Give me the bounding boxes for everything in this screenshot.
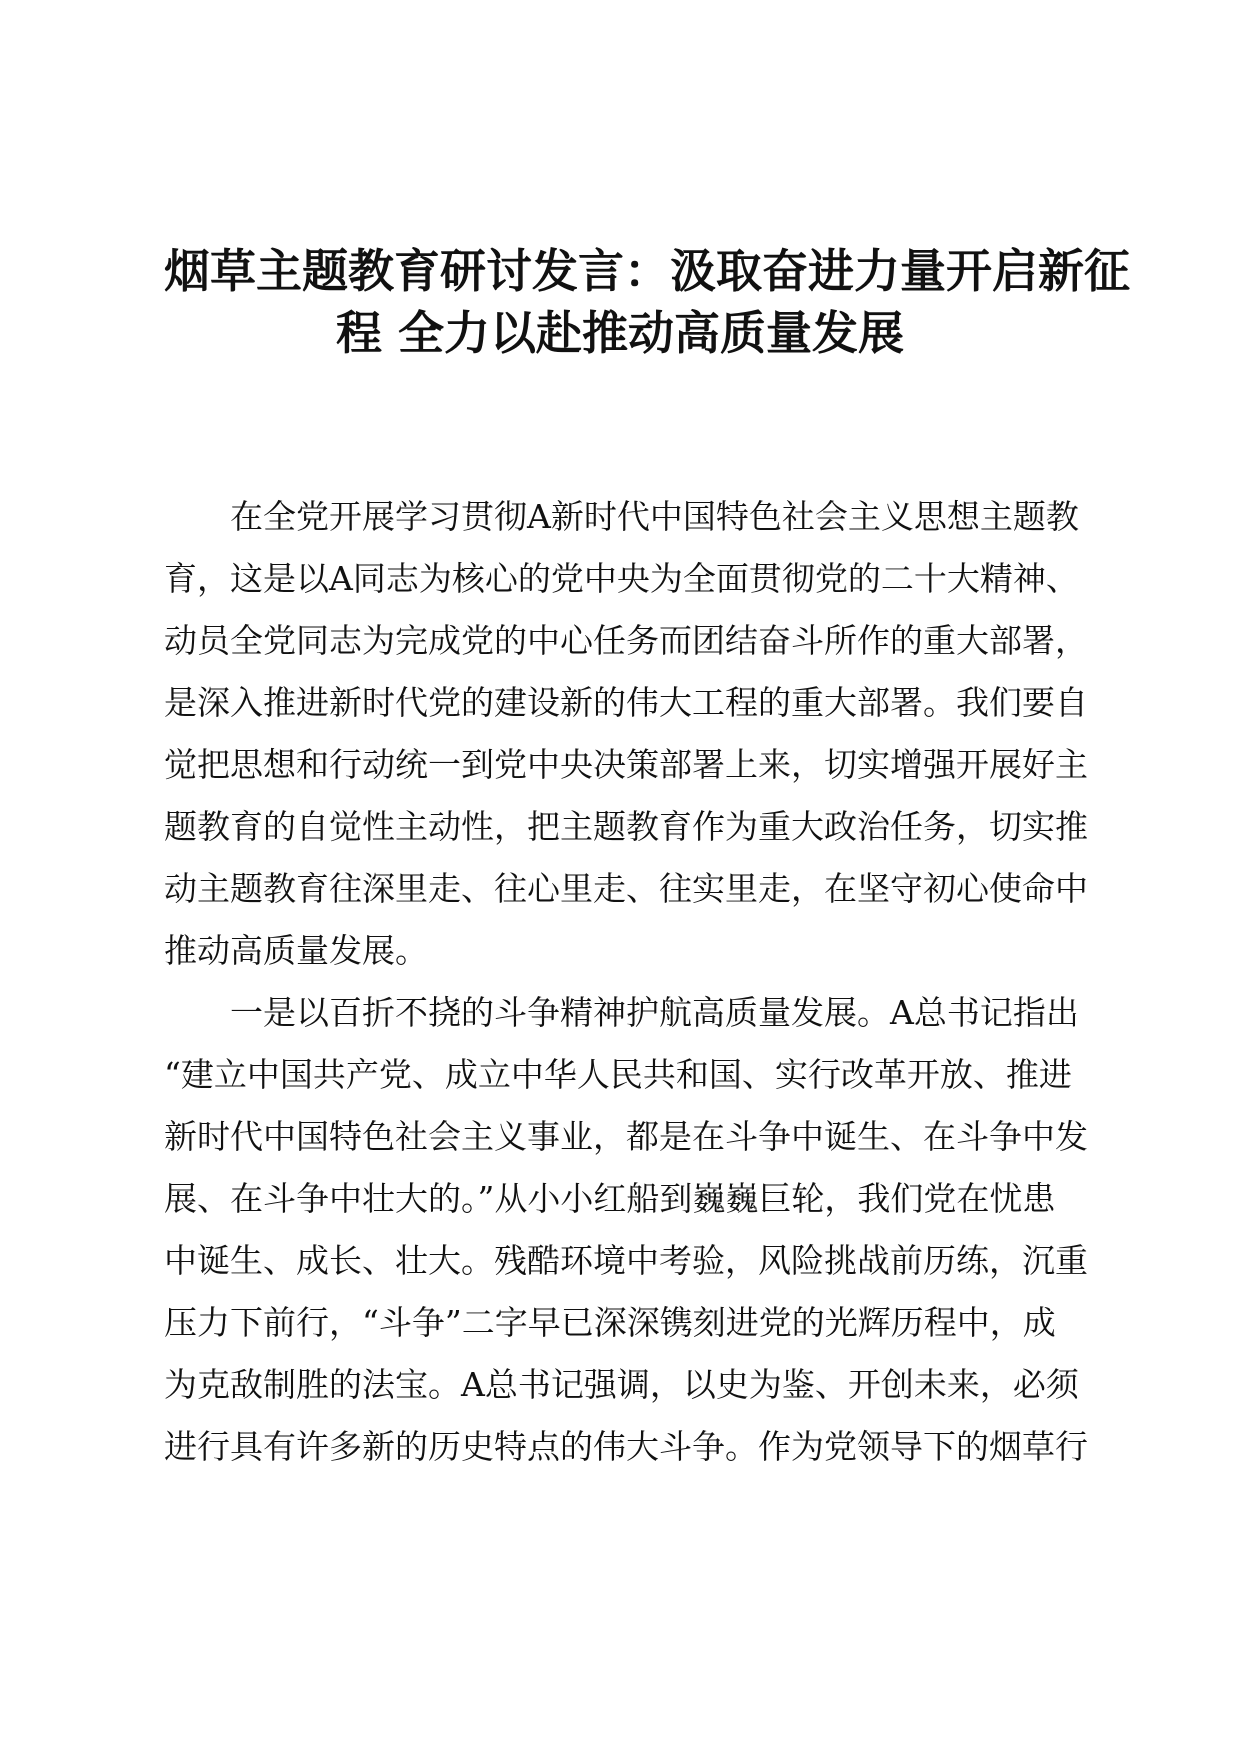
paragraph-2 <box>164 982 1098 1478</box>
paragraph-line: “建立中国共产党、成立中华人民共和国、实行改革开放、推进 <box>164 1055 1072 1094</box>
paragraph-line: 题教育的自觉性主动性，把主题教育作为重大政治任务，切实推 <box>164 807 1088 846</box>
paragraph-line: 推动高质量发展。 <box>164 931 428 970</box>
paragraph-line: 动主题教育往深里走、往心里走、往实里走，在坚守初心使命中 <box>164 869 1088 908</box>
paragraph-line: 展、在斗争中壮大的。”从小小红船到巍巍巨轮，我们党在忧患 <box>164 1179 1056 1218</box>
title-line-2: 程 全力以赴推动高质量发展 <box>336 306 905 360</box>
paragraph-1 <box>164 486 1098 982</box>
paragraph-line: 一是以百折不挠的斗争精神护航高质量发展。A总书记指出 <box>230 993 1079 1032</box>
paragraph-line: 是深入推进新时代党的建设新的伟大工程的重大部署。我们要自 <box>164 683 1088 722</box>
paragraph-line: 育，这是以A同志为核心的党中央为全面贯彻党的二十大精神、 <box>164 559 1079 598</box>
paragraph-line: 在全党开展学习贯彻A新时代中国特色社会主义思想主题教 <box>230 497 1079 536</box>
document-body <box>164 486 1098 1478</box>
paragraph-line: 动员全党同志为完成党的中心任务而团结奋斗所作的重大部署， <box>164 621 1088 660</box>
title-line-1: 烟草主题教育研讨发言：汲取奋进力量开启新征 <box>164 244 1130 298</box>
paragraph-line: 进行具有许多新的历史特点的伟大斗争。作为党领导下的烟草行 <box>164 1427 1088 1466</box>
paragraph-line: 中诞生、成长、壮大。残酷环境中考验，风险挑战前历练，沉重 <box>164 1241 1088 1280</box>
document-title <box>160 240 1140 364</box>
paragraph-line: 压力下前行，“斗争”二字早已深深镌刻进党的光辉历程中，成 <box>164 1303 1056 1342</box>
paragraph-line: 新时代中国特色社会主义事业，都是在斗争中诞生、在斗争中发 <box>164 1117 1088 1156</box>
paragraph-line: 觉把思想和行动统一到党中央决策部署上来，切实增强开展好主 <box>164 745 1088 784</box>
paragraph-line: 为克敌制胜的法宝。A总书记强调，以史为鉴、开创未来，必须 <box>164 1365 1079 1404</box>
